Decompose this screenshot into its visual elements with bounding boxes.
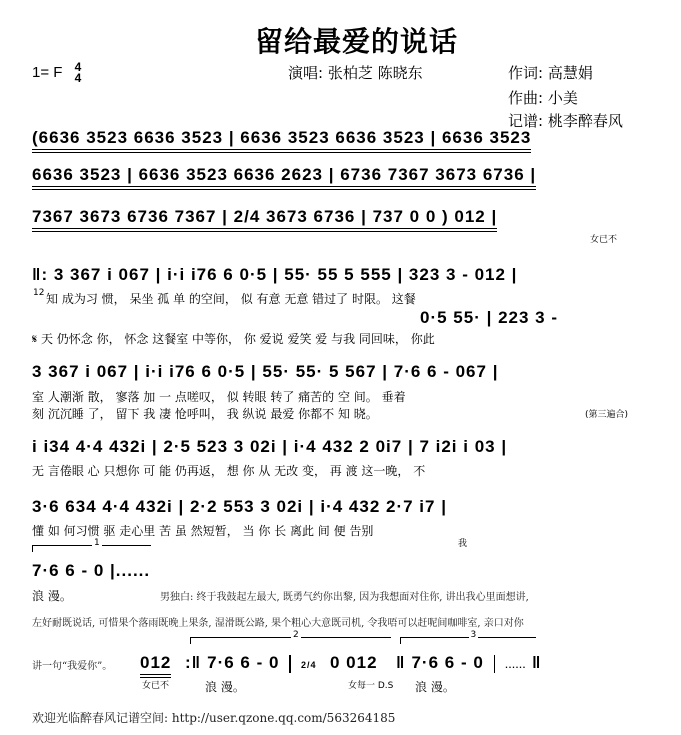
sub-lyric: 我 bbox=[458, 539, 468, 549]
volta-2 bbox=[190, 630, 391, 644]
final-seg-2: 0 012 bbox=[330, 653, 378, 672]
singers: 演唱: 张柏芝 陈晓东 bbox=[288, 64, 423, 82]
final-seg-3: ‖ 7·6 6 - 0 ...... ‖ bbox=[396, 653, 542, 672]
lyric-row-3: 女已不 bbox=[590, 235, 618, 245]
lyric-row-5b: 刻 沉沉睡 了， 留下 我 凄 怆呼叫， 我 纵说 最爱 你都不 知 晓。 bbox=[32, 407, 378, 421]
final-seg-3-lyric: 浪 漫。 bbox=[415, 680, 455, 694]
volta-2-label: 2 bbox=[293, 630, 299, 640]
third-time-note: (第三遍合) bbox=[585, 410, 629, 420]
volta-3-label: 3 bbox=[470, 630, 477, 640]
lyric-row-5a: 室 人潮渐 散， 寥落 加 一 点嗟叹， 似 转眼 转了 痛苦的 空 间。 垂着 bbox=[32, 390, 406, 404]
narration-line-2: 左好耐既说话, 可惜果个落雨既晚上果条, 湿滑既公路, 果个粗心大意既司机, 令我唔可以赶呢间咖啡室, 亲口对你 bbox=[32, 618, 524, 629]
staff-row-8: 7·6 6 - 0 |...... bbox=[32, 561, 151, 580]
volta-1 bbox=[32, 538, 151, 552]
lyric-row-6: 无 言倦眼 心 只想你 可 能 仍再返， 想 你 从 无改 变， 再 渡 这一晚， 不 bbox=[32, 464, 426, 478]
transcriber: 记谱: 桃李醉春风 bbox=[508, 112, 623, 130]
staff-row-4: ‖: 3 367 i 067 | i·i i76 6 0·5 | 55· 55 5 555 | 323 3 - 012 | bbox=[32, 265, 518, 284]
final-end-dots: ...... bbox=[505, 660, 527, 670]
narration-line-1: 男独白: 终于我鼓起左最大, 既勇气约你出黎, 因为我想面对住你, 讲出我心里面想讲, bbox=[160, 592, 529, 603]
key-signature bbox=[32, 62, 81, 84]
time-sig-bottom: 4 bbox=[74, 71, 82, 85]
final-seg-2-lyric: 女每一 D.S bbox=[348, 681, 394, 691]
time-signature bbox=[75, 62, 82, 84]
lyric-row-4: 知 成为习 惯， 呆坐 孤 单 的空间， 似 有意 无意 错过了 时限。 这餐 bbox=[46, 292, 416, 306]
lyric-row-8: 浪 漫。 bbox=[32, 589, 72, 603]
staff-row-2: 6636 3523 | 6636 3523 6636 2623 | 6736 7367 3673 6736 | bbox=[32, 165, 536, 190]
barline bbox=[289, 655, 291, 673]
final-pickup-lyric: 女已不 bbox=[142, 681, 170, 691]
volta-3 bbox=[400, 630, 536, 644]
song-title: 留给最爱的说话 bbox=[255, 25, 459, 58]
lyric-row-7: 懂 如 何习惯 驱 走心里 苦 虽 然短暂， 当 你 长 离此 间 便 告别 bbox=[32, 524, 374, 538]
staff-row-5: 3 367 i 067 | i·i i76 6 0·5 | 55· 55· 5 567 | 7·6 6 - 067 | bbox=[32, 362, 499, 381]
final-seg-1-notes: 7·6 6 - 0 bbox=[207, 653, 280, 672]
lyricist: 作词: 高慧娟 bbox=[508, 64, 593, 82]
final-seg-1: :‖ 7·6 6 - 0 2/4 bbox=[185, 653, 317, 672]
key-label: 1= F bbox=[32, 63, 63, 81]
final-seg-3-notes: 7·6 6 - 0 bbox=[411, 653, 484, 672]
footer-link[interactable]: 欢迎光临醉春风记谱空间: http://user.qzone.qq.com/563264185 bbox=[32, 711, 396, 725]
measure-number: 12 bbox=[33, 288, 45, 298]
final-pickup: 012 bbox=[140, 653, 171, 678]
barline bbox=[494, 655, 496, 673]
lyric-row-4b: 𝄋 天 仍怀念 你， 怀念 这餐室 中等你， 你 爱说 爱笑 爱 与我 同回味， 你此 bbox=[32, 332, 435, 346]
time-sig-top: 4 bbox=[74, 60, 82, 74]
narration-line-3: 讲一句“我爱你”。 bbox=[32, 661, 113, 672]
staff-row-4b: 0·5 55· | 223 3 - bbox=[420, 308, 558, 327]
time-change: 2/4 bbox=[300, 660, 317, 670]
final-seg-1-lyric: 浪 漫。 bbox=[205, 680, 245, 694]
staff-row-1: (6636 3523 6636 3523 | 6636 3523 6636 3523 | 6636 3523 bbox=[32, 128, 531, 153]
staff-row-6: i i34 4·4 432i | 2·5 523 3 02i | i·4 432 2 0i7 | 7 i2i i 03 | bbox=[32, 437, 508, 456]
volta-1-label: 1 bbox=[94, 538, 100, 548]
composer: 作曲: 小美 bbox=[508, 89, 578, 107]
staff-row-3: 7367 3673 6736 7367 | 2/4 3673 6736 | 737 0 0 ) 012 | bbox=[32, 207, 497, 232]
staff-row-7: 3·6 634 4·4 432i | 2·2 553 3 02i | i·4 432 2·7 i7 | bbox=[32, 497, 447, 516]
